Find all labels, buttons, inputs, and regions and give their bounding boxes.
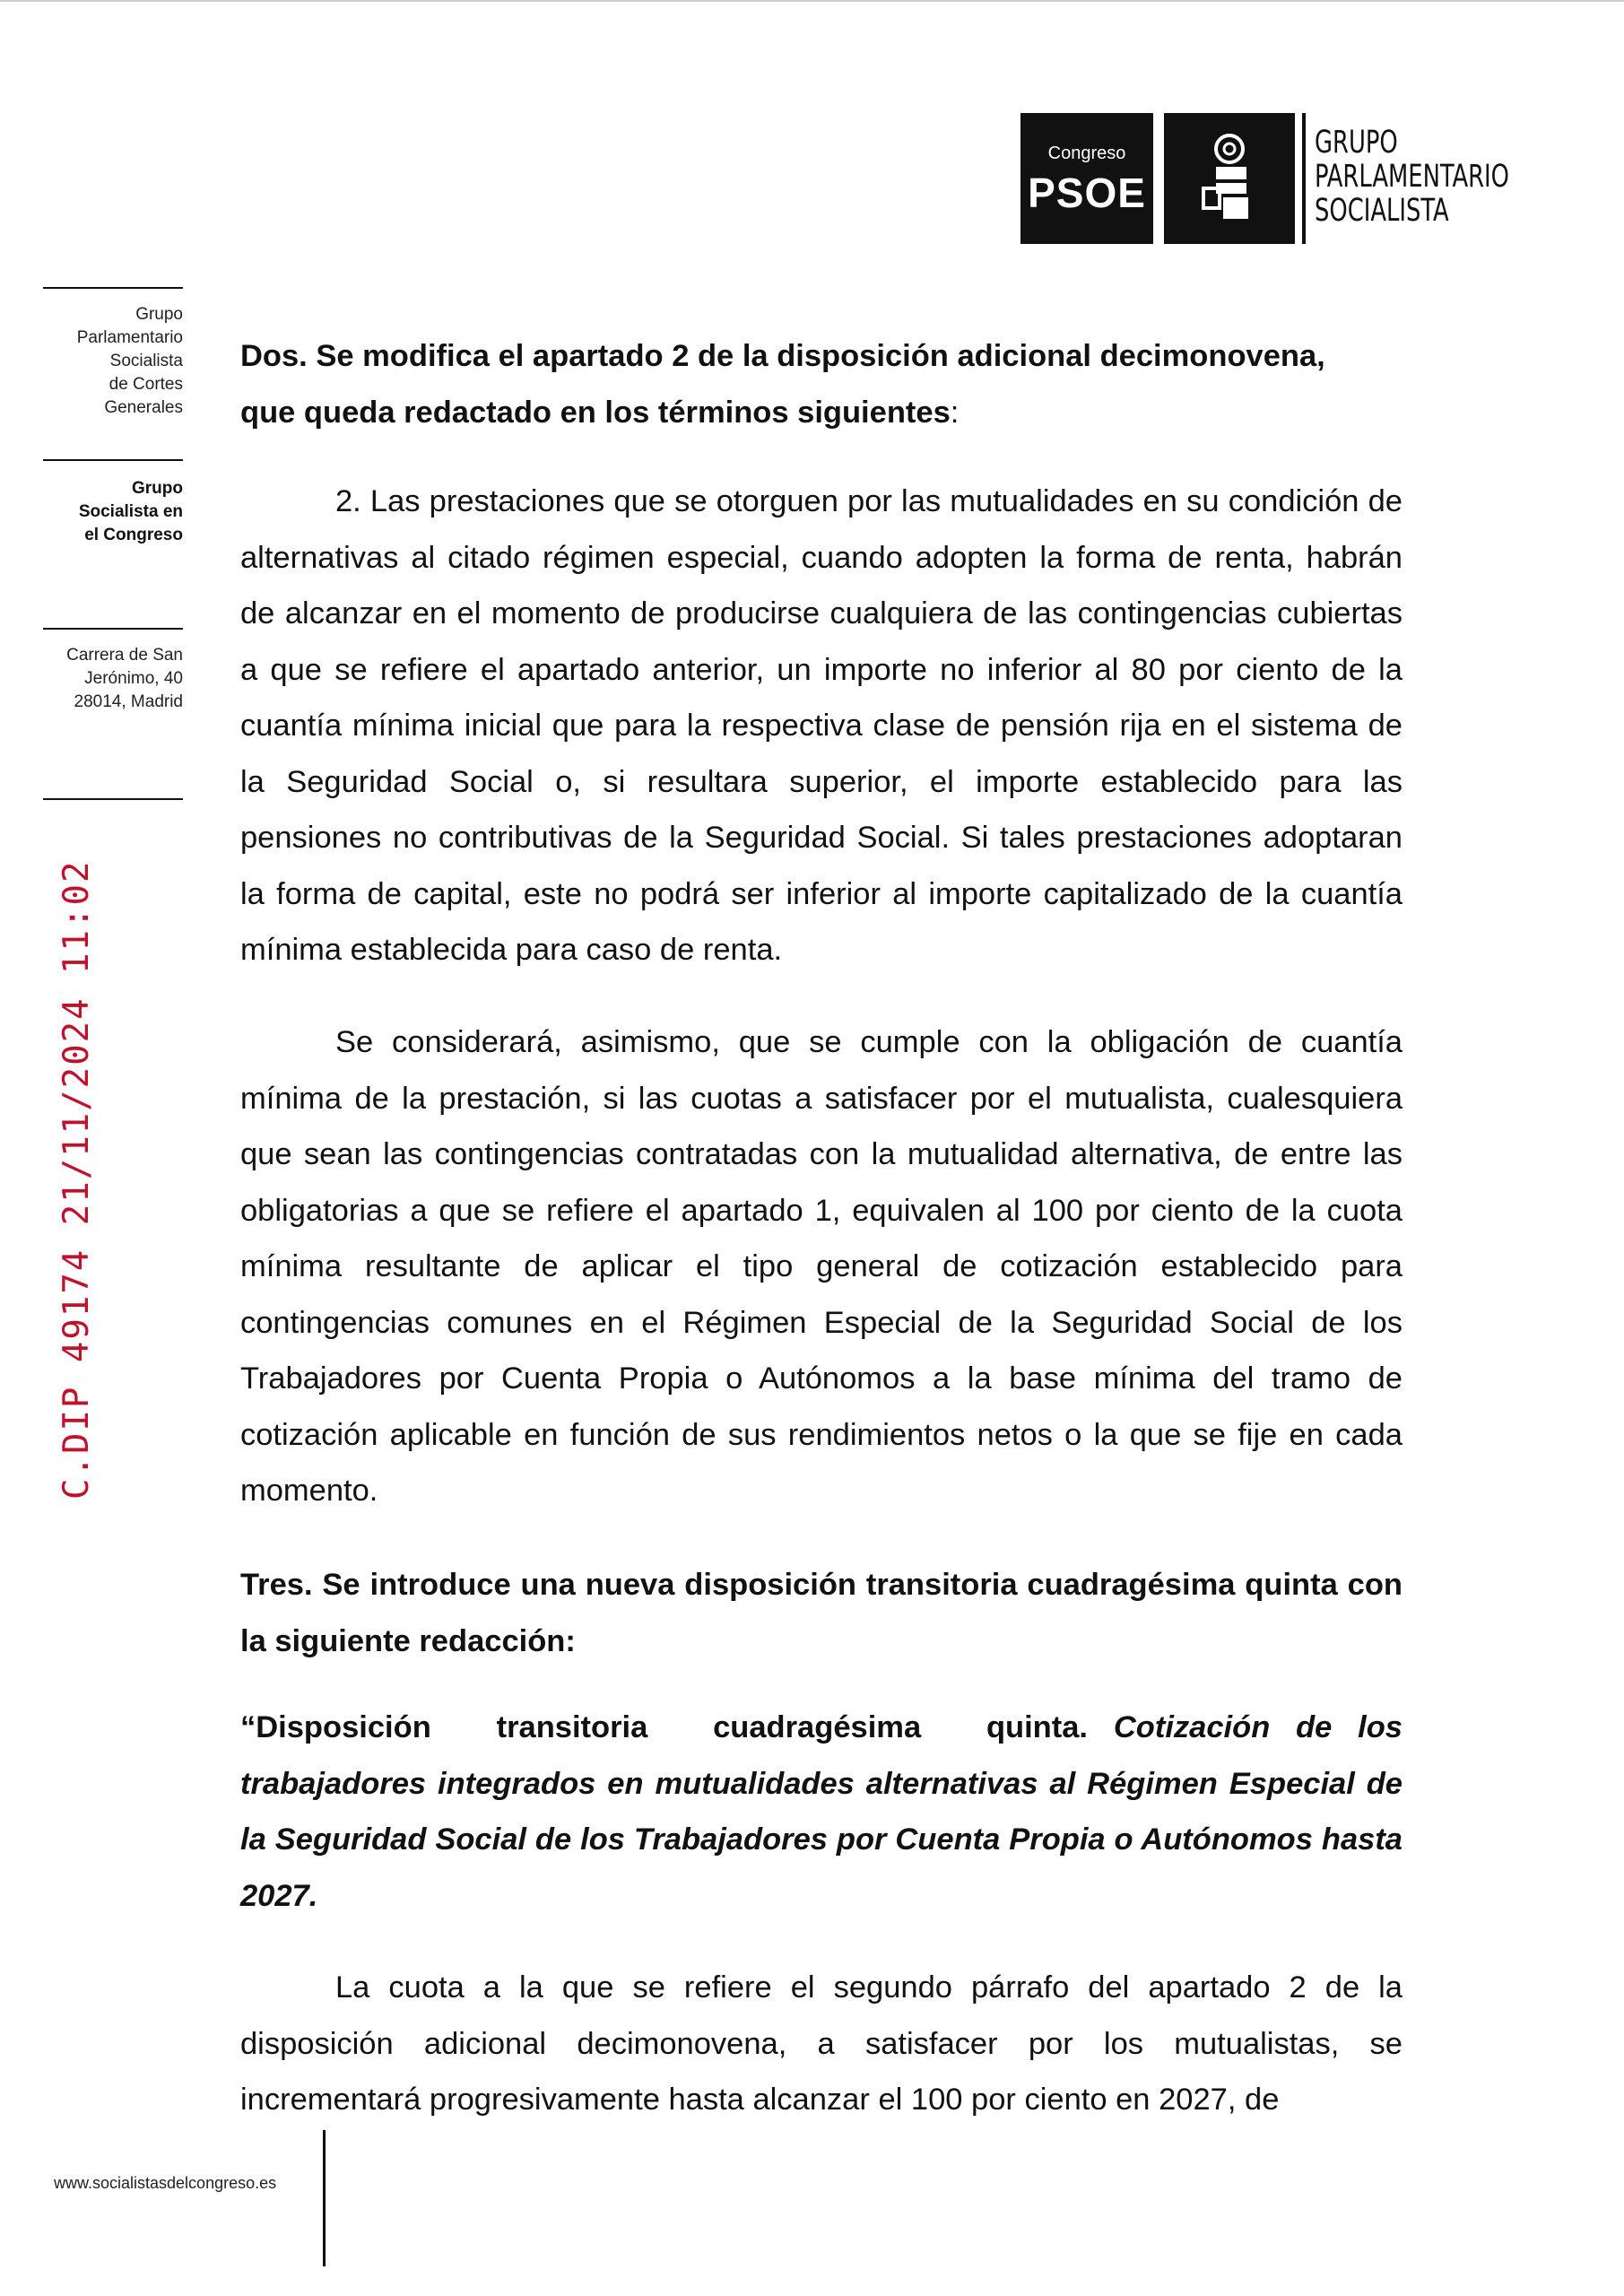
- sidebar-line: Grupo: [135, 305, 183, 324]
- paragraph-apartado-2: 2. Las prestaciones que se otorguen por las mutualidades en su condición de alternativas al citado régimen especial, cuando adopten la forma de renta, habrán de alcanzar en el momento de producirse cualquiera de las contingencias cubiertas a que se refiere el apartado anterior, un importe no inferior al 80 por ciento de la cuantía mínima inicial que para la respectiva clase de pensión rija en el sistema de la Seguridad Social o, si resultara superior, el importe establecido para las pensiones no contributivas de la Seguridad Social. Si tales prestaciones adoptaran la forma de capital, este no podrá ser inferior al importe capitalizado de la cuantía mínima establecida para caso de renta.: [240, 484, 1403, 967]
- sidebar-line: 28014, Madrid: [74, 692, 183, 711]
- top-scan-edge: [0, 0, 1624, 2]
- sidebar-line: Jerónimo, 40: [84, 669, 183, 688]
- sidebar-rule: [43, 459, 183, 461]
- logo-big-text: PSOE: [1028, 170, 1146, 216]
- tres-heading: Tres. Se introduce una nueva disposición transitoria cuadragésima quinta con la siguiente redacción:: [240, 1568, 1403, 1658]
- sidebar-line: Parlamentario: [76, 328, 183, 347]
- sidebar-line: Grupo: [132, 479, 183, 498]
- sidebar-rule: [43, 628, 183, 630]
- dos-heading-line-2: que queda redactado en los términos siguientes: [240, 395, 951, 430]
- group-line-3: SOCIALISTA: [1315, 193, 1449, 229]
- paragraph-cuantia-minima: Se considerará, asimismo, que se cumple con la obligación de cuantía mínima de la prestación, si las cuotas a satisfacer por el mutualista, cualesquiera que sean las contingencias contratadas con la mutualidad alternativa, de entre las obligatorias a que se refiere el apartado 1, equivalen al 100 por ciento de la cuota mínima resultante de aplicar el tipo general de cotización establecido para contingencias comunes en el Régimen Especial de la Seguridad Social de los Trabajadores por Cuenta Propia o Autónomos a la base mínima del tramo de cotización aplicable en función de sus rendimientos netos o la que se fije en cada momento.: [240, 1025, 1403, 1508]
- group-line-2: PARLAMENTARIO: [1315, 159, 1509, 195]
- transitoria-title: “Disposición transitoria cuadragésima quinta.: [240, 1710, 1089, 1744]
- sidebar-line: Socialista en: [78, 502, 183, 521]
- sidebar-line: Generales: [104, 398, 183, 417]
- paragraph-cuota: La cuota a la que se refiere el segundo párrafo del apartado 2 de la disposición adicional decimonovena, a satisfacer por los mutualistas, se incrementará progresivamente hasta alcanzar el 100 por ciento en 2027, de: [240, 1970, 1403, 2117]
- footer-divider: [323, 2130, 326, 2266]
- footer-url: www.socialistasdelcongreso.es: [54, 2174, 277, 2192]
- group-line-1: GRUPO: [1315, 125, 1398, 161]
- logo-divider: [1302, 113, 1306, 244]
- dos-heading-colon: :: [950, 395, 960, 430]
- sidebar-line: Socialista: [109, 352, 183, 370]
- congreso-psoe-badge: [1020, 113, 1153, 244]
- logo-small-text: Congreso: [1047, 144, 1126, 163]
- sidebar-rule: [43, 287, 183, 289]
- group-name: [1315, 126, 1509, 228]
- sidebar-line: el Congreso: [84, 526, 183, 544]
- transitoria-italic-title: Cotización de los trabajadores integrados en mutualidades alternativas al Régimen Especial de la Seguridad Social de los Trabajadores por Cuenta Propia o Autónomos hasta 2027.: [240, 1710, 1403, 1913]
- dos-heading: [240, 328, 1403, 440]
- registry-stamp: C.DIP 49174 21/11/2024 11:02: [56, 859, 97, 1500]
- sidebar-block-address: [66, 644, 183, 714]
- rose-fist-icon: [1164, 113, 1295, 244]
- sidebar-line: Carrera de San: [66, 646, 183, 665]
- sidebar-block-parlamentario: [77, 303, 183, 420]
- sidebar-block-congreso: [79, 477, 183, 547]
- transitoria-heading: [240, 1700, 1403, 1924]
- dos-heading-line-1: Dos. Se modifica el apartado 2 de la disposición adicional decimonovena,: [240, 339, 1325, 373]
- sidebar-rule: [43, 798, 183, 800]
- sidebar-line: de Cortes: [109, 375, 183, 394]
